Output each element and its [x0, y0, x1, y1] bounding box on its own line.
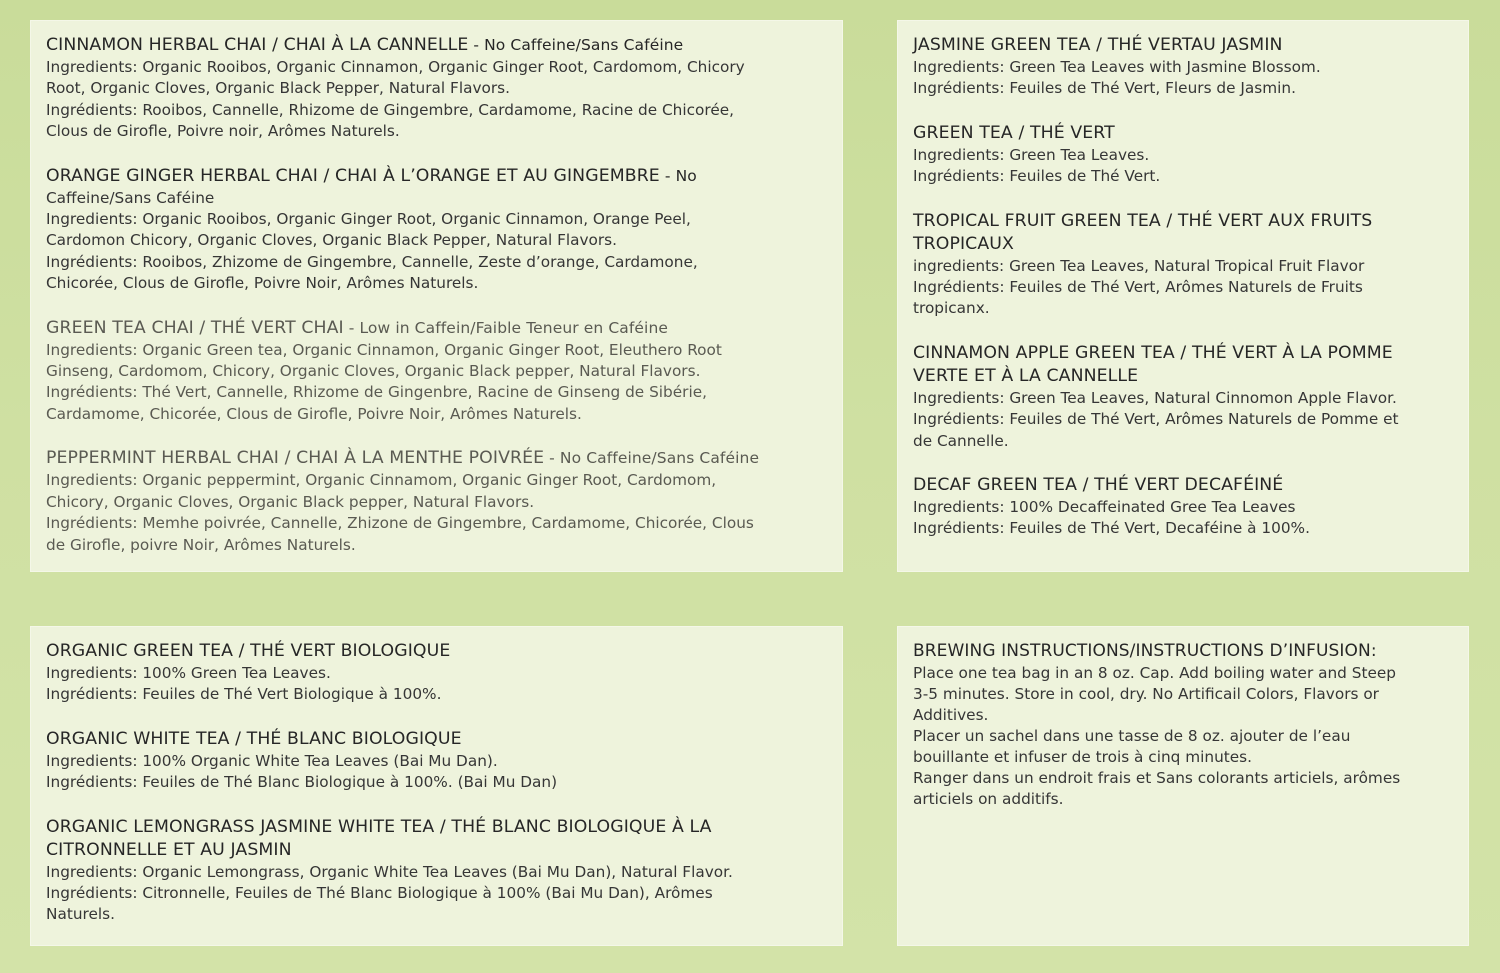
- tea-title: TROPICAL FRUIT GREEN TEA / THÉ VERT AUX FRUITS: [913, 210, 1373, 231]
- herbal-chai-panel: [30, 20, 843, 572]
- ingredient-line: Ingredients: 100% Decaffeinated Gree Tea Leaves: [913, 498, 1296, 517]
- tea-title: GREEN TEA / THÉ VERT: [913, 122, 1115, 143]
- tea-entry-cinnamon-herbal-chai: [46, 34, 827, 143]
- instruction-line: Place one tea bag in an 8 oz. Cap. Add boiling water and Steep: [913, 664, 1396, 682]
- ingredient-line: Caffeine/Sans Caféine: [46, 188, 215, 207]
- tea-title: CINNAMON APPLE GREEN TEA / THÉ VERT À LA POMME: [913, 342, 1393, 363]
- ingredient-line: Chicorée, Clous de Girofle, Poivre Noir, Arômes Naturels.: [46, 274, 479, 293]
- ingredient-line: ingredients: Green Tea Leaves, Natural Tropical Fruit Flavor: [913, 256, 1365, 275]
- ingredient-line: Ingredients: Green Tea Leaves with Jasmine Blossom.: [913, 58, 1321, 76]
- ingredient-line: Ingredients: Organic Rooibos, Organic Cinnamon, Organic Ginger Root, Cardomom, Chicory: [46, 58, 745, 76]
- ingredient-line: Ingrédients: Rooibos, Cannelle, Rhizome de Gingembre, Cardamome, Racine de Chicorée,: [46, 100, 735, 119]
- ingredient-line: Naturels.: [46, 905, 115, 924]
- ingredient-line: Ingrédients: Feuiles de Thé Vert, Arômes Naturels de Pomme et: [913, 410, 1399, 429]
- ingredient-line: de Girofle, poivre Noir, Arômes Naturels.: [46, 535, 356, 554]
- ingredient-line: tropicanx.: [913, 299, 990, 318]
- tea-entry-cinnamon-apple-green-tea: [913, 342, 1453, 452]
- ingredient-line: Ginseng, Cardomom, Chicory, Organic Cloves, Organic Black pepper, Natural Flavors.: [46, 362, 701, 381]
- caffeine-note: - Low in Caffein/Faible Teneur en Caféine: [343, 318, 669, 337]
- ingredient-line: de Cannelle.: [913, 431, 1009, 450]
- tea-entry-green-tea-chai: [46, 317, 827, 426]
- tea-title: PEPPERMINT HERBAL CHAI / CHAI À LA MENTHE POIVRÉE - No Caffeine/Sans Caféine: [46, 448, 760, 469]
- ingredient-line: Ingredients: 100% Green Tea Leaves.: [46, 664, 331, 682]
- tea-title: ORGANIC LEMONGRASS JASMINE WHITE TEA / THÉ BLANC BIOLOGIQUE À LA: [46, 816, 712, 837]
- ingredient-line: Cardomon Chicory, Organic Cloves, Organic Black Pepper, Natural Flavors.: [46, 231, 618, 250]
- tea-entry-decaf-green-tea: [913, 474, 1453, 540]
- ingredient-line: Ingredients: Organic Green tea, Organic Cinnamon, Organic Ginger Root, Eleuthero Root: [46, 340, 722, 359]
- ingredient-line: Ingrédients: Feuiles de Thé Vert Biologique à 100%.: [46, 685, 442, 704]
- ingredient-line: Clous de Girofle, Poivre noir, Arômes Naturels.: [46, 122, 400, 141]
- instruction-line: Placer un sachel dans une tasse de 8 oz. ajouter de l’eau: [913, 727, 1351, 745]
- brewing-instructions-title: BREWING INSTRUCTIONS/INSTRUCTIONS D’INFUSION:: [913, 641, 1377, 661]
- tea-title: CINNAMON HERBAL CHAI / CHAI À LA CANNELLE - No Caffeine/Sans Caféine: [46, 35, 684, 55]
- tea-entry-green-tea: [913, 122, 1453, 188]
- tea-title-continued: VERTE ET À LA CANNELLE: [913, 365, 1139, 386]
- tea-entry-organic-white-tea: [46, 728, 827, 794]
- ingredient-line: Ingredients: Green Tea Leaves.: [913, 145, 1150, 164]
- tea-entry-organic-lemongrass-jasmine-white-tea: [46, 816, 827, 926]
- tea-entry-tropical-fruit-green-tea: [913, 210, 1453, 320]
- ingredient-line: Ingrédients: Feuiles de Thé Vert, Arômes Naturels de Fruits: [913, 278, 1363, 297]
- tea-title: ORANGE GINGER HERBAL CHAI / CHAI À L’ORANGE ET AU GINGEMBRE - No: [46, 165, 697, 186]
- tea-title-continued: CITRONNELLE ET AU JASMIN: [46, 839, 292, 860]
- organic-tea-panel: [30, 626, 843, 946]
- ingredient-line: Ingredients: Organic peppermint, Organic Cinnamom, Organic Ginger Root, Cardomom,: [46, 471, 717, 490]
- instruction-line: articiels on additifs.: [913, 790, 1064, 808]
- ingredient-line: Cardamome, Chicorée, Clous de Girofle, Poivre Noir, Arômes Naturels.: [46, 404, 582, 423]
- tea-title: ORGANIC WHITE TEA / THÉ BLANC BIOLOGIQUE: [46, 728, 462, 749]
- ingredient-line: Ingredients: Organic Lemongrass, Organic White Tea Leaves (Bai Mu Dan), Natural Flavor.: [46, 862, 733, 881]
- ingredient-line: Ingrédients: Rooibos, Zhizome de Gingembre, Cannelle, Zeste d’orange, Cardamone,: [46, 252, 698, 271]
- ingredient-line: Ingrédients: Citronnelle, Feuiles de Thé Blanc Biologique à 100% (Bai Mu Dan), Arômes: [46, 884, 713, 903]
- ingredient-line: Ingredients: Green Tea Leaves, Natural Cinnomon Apple Flavor.: [913, 388, 1397, 407]
- tea-entry-jasmine-green-tea: [913, 34, 1453, 100]
- instruction-line: 3-5 minutes. Store in cool, dry. No Artificail Colors, Flavors or: [913, 685, 1379, 703]
- ingredient-line: Chicory, Organic Cloves, Organic Black pepper, Natural Flavors.: [46, 492, 535, 511]
- ingredient-line: Ingrédients: Feuiles de Thé Vert.: [913, 167, 1161, 186]
- caffeine-note: - No: [659, 166, 697, 185]
- ingredient-line: Ingrédients: Feuiles de Thé Blanc Biologique à 100%. (Bai Mu Dan): [46, 773, 558, 792]
- brewing-instructions-panel: [897, 626, 1469, 946]
- ingredient-line: Ingrédients: Feuiles de Thé Vert, Fleurs de Jasmin.: [913, 79, 1296, 98]
- instruction-line: bouillante et infuser de trois à cinq minutes.: [913, 748, 1253, 766]
- ingredient-line: Ingredients: 100% Organic White Tea Leaves (Bai Mu Dan).: [46, 751, 498, 770]
- tea-title-continued: TROPICAUX: [913, 233, 1014, 254]
- tea-entry-orange-ginger-herbal-chai: [46, 165, 827, 295]
- instruction-line: Ranger dans un endroit frais et Sans colorants articiels, arômes: [913, 769, 1401, 787]
- ingredient-line: Root, Organic Cloves, Organic Black Pepper, Natural Flavors.: [46, 79, 510, 98]
- ingredient-line: Ingrédients: Feuiles de Thé Vert, Decaféine à 100%.: [913, 519, 1310, 538]
- ingredient-line: Ingredients: Organic Rooibos, Organic Ginger Root, Organic Cinnamon, Orange Peel,: [46, 210, 691, 229]
- caffeine-note: - No Caffeine/Sans Caféine: [544, 449, 760, 468]
- tea-title: DECAF GREEN TEA / THÉ VERT DECAFÉINÉ: [913, 475, 1284, 496]
- tea-entry-peppermint-herbal-chai: [46, 447, 827, 556]
- ingredient-line: Ingrédients: Thé Vert, Cannelle, Rhizome de Gingenbre, Racine de Ginseng de Sibérie,: [46, 383, 707, 402]
- green-tea-panel: [897, 20, 1469, 572]
- tea-entry-organic-green-tea: [46, 640, 827, 706]
- tea-title: ORGANIC GREEN TEA / THÉ VERT BIOLOGIQUE: [46, 641, 451, 661]
- instruction-line: Additives.: [913, 706, 989, 724]
- tea-title: JASMINE GREEN TEA / THÉ VERTAU JASMIN: [913, 35, 1283, 55]
- tea-title: GREEN TEA CHAI / THÉ VERT CHAI - Low in Caffein/Faible Teneur en Caféine: [46, 317, 669, 338]
- ingredient-line: Ingrédients: Memhe poivrée, Cannelle, Zhizone de Gingembre, Cardamome, Chicorée, Clous: [46, 514, 754, 533]
- caffeine-note: - No Caffeine/Sans Caféine: [468, 36, 684, 54]
